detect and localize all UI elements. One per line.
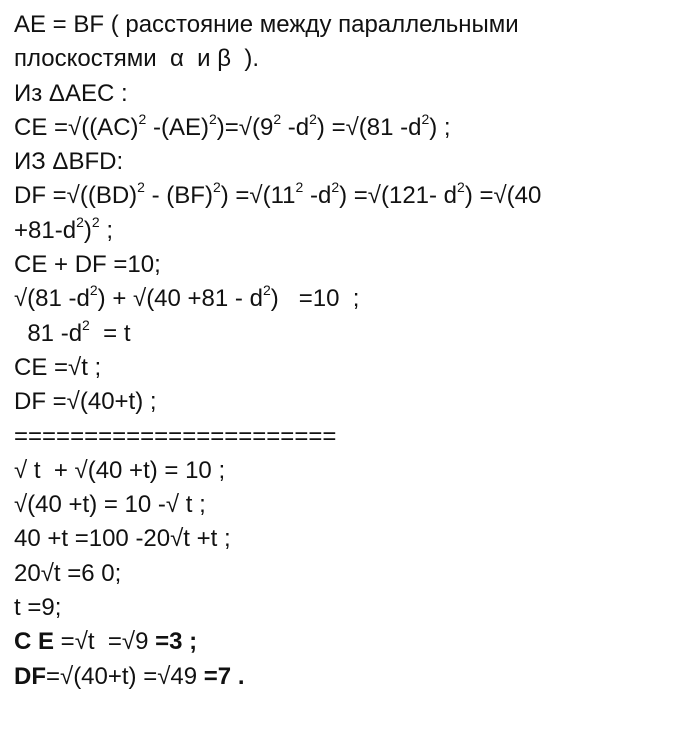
text-segment: ) ; xyxy=(429,113,451,141)
text-segment: 81 -d xyxy=(14,319,83,347)
text-segment: C E xyxy=(14,628,55,656)
text-segment: ; xyxy=(99,216,113,244)
solution-line-4 xyxy=(14,111,674,145)
solution-line-12: DF =√(40+t) ; xyxy=(14,388,157,416)
text-segment: =√t =√9 xyxy=(54,628,156,656)
text-segment: DF =√((BD) xyxy=(14,182,138,210)
solution-line-11: CE =√t ; xyxy=(14,353,102,381)
solution-line-16: 40 +t =100 -20√t +t ; xyxy=(14,525,231,553)
solution-line-2: плоскостями α и β ). xyxy=(14,45,260,73)
math-solution xyxy=(14,8,674,694)
text-segment: √(81 -d xyxy=(14,285,90,313)
solution-line-5: ИЗ ΔBFD: xyxy=(14,148,124,176)
text-segment: ) =√(40 xyxy=(464,182,542,210)
separator-line: ======================= xyxy=(14,422,337,450)
text-segment: ) + √(40 +81 - d xyxy=(97,285,263,313)
solution-line-8: CE + DF =10; xyxy=(14,251,161,279)
solution-line-6 xyxy=(14,179,674,213)
solution-line-7 xyxy=(14,214,674,248)
solution-line-14: √ t + √(40 +t) = 10 ; xyxy=(14,456,226,484)
text-segment: = t xyxy=(89,319,131,347)
exponent: 2 xyxy=(421,110,430,127)
exponent: 2 xyxy=(208,110,217,127)
exponent: 2 xyxy=(309,110,317,127)
exponent: 2 xyxy=(76,213,84,230)
answer-df-line xyxy=(14,660,674,694)
solution-line-17: 20√t =6 0; xyxy=(14,559,122,587)
text-segment: CE =√((AC) xyxy=(14,113,139,141)
exponent: 2 xyxy=(212,179,221,196)
exponent: 2 xyxy=(331,179,340,196)
text-segment: DF xyxy=(14,662,46,690)
exponent: 2 xyxy=(137,179,145,196)
text-segment: =√(40+t) =√49 xyxy=(46,662,204,690)
exponent: 2 xyxy=(91,213,100,230)
exponent: 2 xyxy=(89,282,98,299)
text-segment: +81-d xyxy=(14,216,77,244)
solution-line-18: t =9; xyxy=(14,594,62,622)
exponent: 2 xyxy=(138,110,147,127)
exponent: 2 xyxy=(273,110,282,127)
answer-ce-value: =3 ; xyxy=(155,628,198,656)
exponent: 2 xyxy=(295,179,304,196)
solution-line-15: √(40 +t) = 10 -√ t ; xyxy=(14,491,206,519)
exponent: 2 xyxy=(457,179,465,196)
text-segment: ) =10 ; xyxy=(270,285,360,313)
text-segment: -d xyxy=(303,182,332,210)
text-segment: ) =√(121- d xyxy=(339,182,458,210)
exponent: 2 xyxy=(262,282,271,299)
solution-line-3: Из ΔАЕС : xyxy=(14,79,128,107)
solution-line-10 xyxy=(14,317,674,351)
text-segment: ) =√(11 xyxy=(220,182,296,210)
answer-ce-line xyxy=(14,625,674,659)
text-segment: - (BF) xyxy=(144,182,213,210)
text-segment: -(AE) xyxy=(146,113,209,141)
solution-line-1: AE = BF ( расстояние между параллельными xyxy=(14,11,519,38)
text-segment: ) xyxy=(83,216,92,244)
text-segment: -d xyxy=(281,113,310,141)
text-segment: ) =√(81 -d xyxy=(316,113,422,141)
text-segment: )=√(9 xyxy=(216,113,274,141)
answer-df-value: =7 . xyxy=(203,662,245,690)
solution-line-9 xyxy=(14,282,674,316)
exponent: 2 xyxy=(82,316,90,333)
